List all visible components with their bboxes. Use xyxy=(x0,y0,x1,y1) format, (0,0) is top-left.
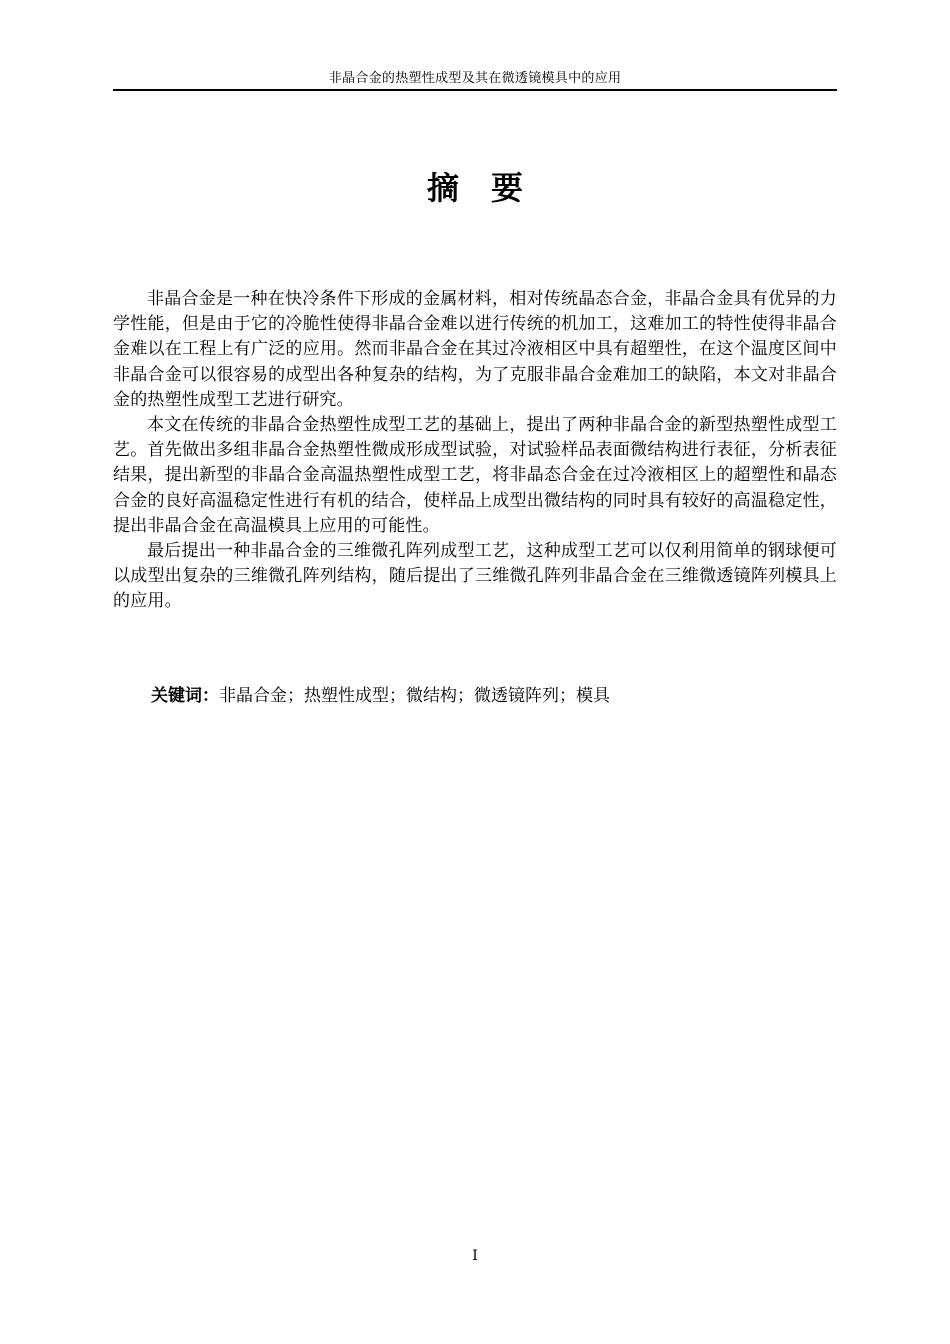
page-number: I xyxy=(472,1248,478,1264)
keywords-label: 关键词： xyxy=(151,686,219,706)
abstract-title: 摘 要 xyxy=(426,169,523,207)
abstract-paragraph-2: 本文在传统的非晶合金热塑性成型工艺的基础上，提出了两种非晶合金的新型热塑性成型工艺。首先做出多组非晶合金热塑性微成形成型试验，对试验样品表面微结构进行表征，分析表征结果，提出新型的非晶合金高温热塑性成型工艺，将非晶态合金在过冷液相区上的超塑性和晶态合金的良好高温稳定性进行有机的结合，使样品上成型出微结构的同时具有较好的高温稳定性，提出非晶合金在高温模具上应用的可能性。 xyxy=(113,415,837,536)
running-header: 非晶合金的热塑性成型及其在微透镜模具中的应用 xyxy=(328,71,622,86)
abstract-paragraph-3: 最后提出一种非晶合金的三维微孔阵列成型工艺，这种成型工艺可以仅利用简单的钢球便可以成型出复杂的三维微孔阵列结构，随后提出了三维微孔阵列非晶合金在三维微透镜阵列模具上的应用。 xyxy=(113,541,837,612)
header-divider xyxy=(113,89,837,91)
keywords-value: 非晶合金；热塑性成型；微结构；微透镜阵列；模具 xyxy=(219,686,610,706)
abstract-body xyxy=(113,287,837,615)
keywords-line xyxy=(151,684,837,709)
abstract-paragraph-1: 非晶合金是一种在快冷条件下形成的金属材料，相对传统晶态合金，非晶合金具有优异的力学性能，但是由于它的冷脆性使得非晶合金难以进行传统的机加工，这难加工的特性使得非晶合金难以在工程上有广泛的应用。然而非晶合金在其过冷液相区中具有超塑性，在这个温度区间中非晶合金可以很容易的成型出各种复杂的结构，为了克服非晶合金难加工的缺陷，本文对非晶合金的热塑性成型工艺进行研究。 xyxy=(113,289,837,410)
